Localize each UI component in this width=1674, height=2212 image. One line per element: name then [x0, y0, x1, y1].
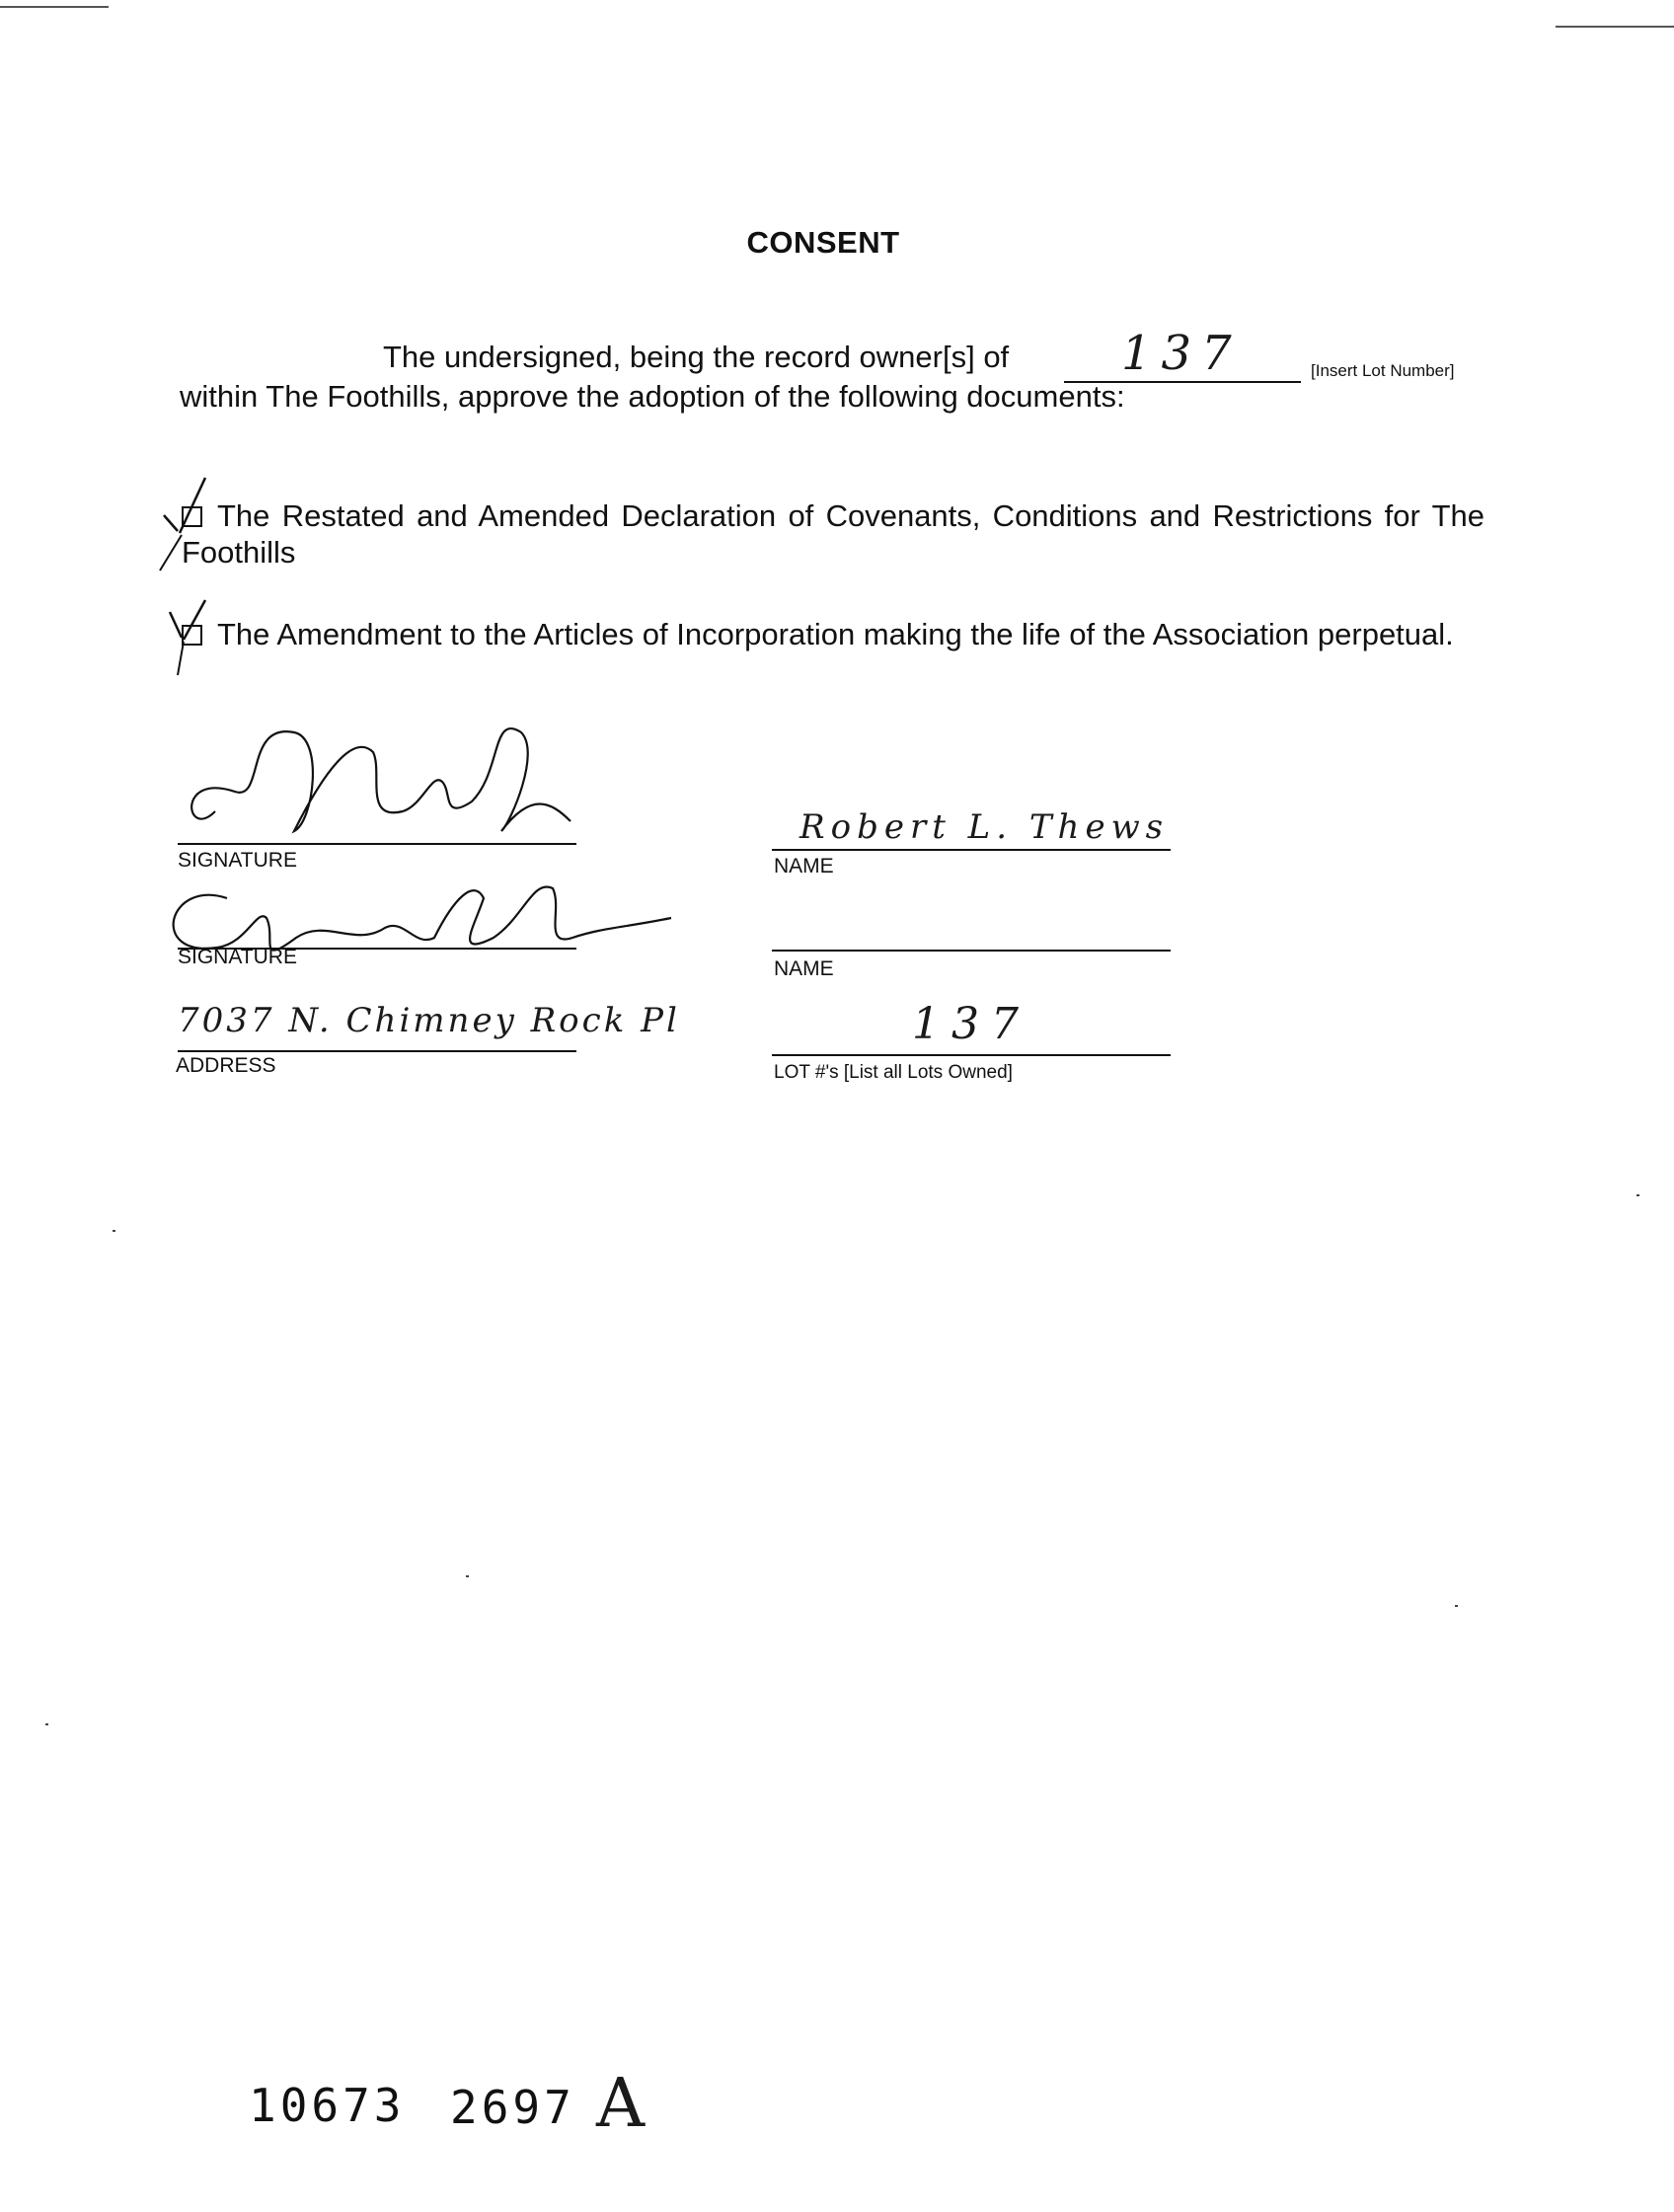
name-2-label: NAME: [774, 957, 834, 980]
intro-prefix: The undersigned, being the record owner[s] of: [383, 340, 1010, 374]
footer-stamp-number-2: 2697: [450, 2081, 575, 2134]
address-label: ADDRESS: [176, 1054, 276, 1077]
lots-line: [772, 1054, 1171, 1056]
name-2-line: [772, 950, 1171, 952]
scan-edge-mark-left: [0, 6, 109, 8]
page-title: CONSENT: [746, 225, 900, 260]
lot-number-handwritten: 137: [1121, 326, 1242, 381]
document-item-2: [182, 616, 1484, 652]
document-1-text: The Restated and Amended Declaration of Covenants, Conditions and Restrictions for The Foothills: [182, 498, 1484, 570]
scan-speck: [466, 1575, 469, 1577]
name-1-line: [772, 849, 1171, 851]
name-1-label: NAME: [774, 855, 834, 877]
scan-speck: [1455, 1605, 1458, 1607]
lots-handwritten: 137: [912, 999, 1030, 1049]
document-2-text: The Amendment to the Articles of Incorporation making the life of the Association perpetual.: [217, 617, 1454, 651]
address-line: [178, 1050, 576, 1052]
scan-speck: [45, 1723, 48, 1725]
insert-lot-hint: [Insert Lot Number]: [1311, 361, 1455, 380]
intro-line-1: [383, 340, 1009, 375]
footer-stamp-number-1: 10673: [249, 2079, 406, 2132]
signature-1-line: [178, 843, 576, 845]
name-1-handwritten: Robert L. Thews: [799, 807, 1170, 847]
footer-stamp-letter: A: [596, 2065, 646, 2143]
address-handwritten: 7037 N. Chimney Rock Pl: [178, 1001, 680, 1040]
scan-speck: [1636, 1194, 1639, 1196]
signature-2-label: SIGNATURE: [178, 946, 297, 968]
intro-line-2: within The Foothills, approve the adoption of the following documents:: [180, 379, 1125, 414]
signature-1-handwriting: [176, 713, 590, 851]
scan-edge-mark-right: [1556, 26, 1674, 28]
signature-1-label: SIGNATURE: [178, 849, 297, 872]
document-2-check-mark: [166, 598, 225, 687]
lots-label: LOT #'s [List all Lots Owned]: [774, 1062, 1013, 1083]
scan-speck: [113, 1230, 115, 1232]
document-item-1: [182, 497, 1484, 571]
document-1-check-mark: [158, 472, 217, 580]
